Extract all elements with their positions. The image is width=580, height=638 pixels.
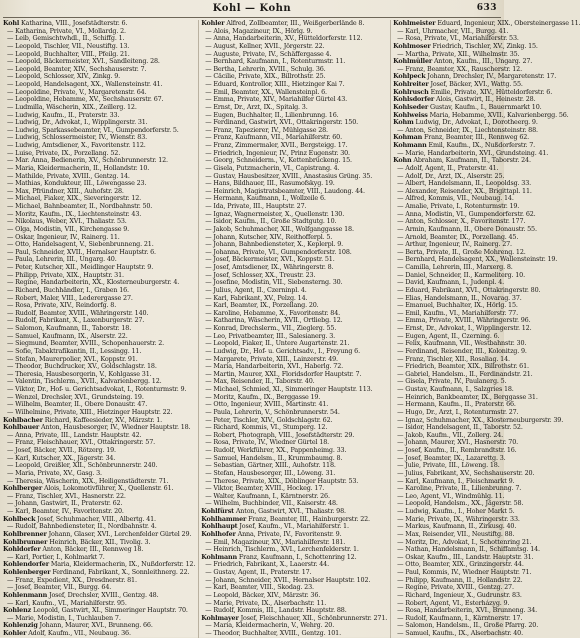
entry-details: — Michael, Schmied, XI., Simmeringer Hauptstr. 113. [205,385,373,393]
entry-surname: Kohlweiss [393,110,428,119]
entry-details: — Ignaz, Wagnermeister, X., Quellenstr. 130. [205,209,345,218]
entry-details: — Leopold, Bäckermeister, XVI., Sandleiteng. 28. [7,57,160,66]
entry-details: — Maria, Kleidermacherin, II., Hollandstr. 10. [7,163,150,172]
entry-details: — Bertha, Lehrerin, XVIII., Schulg. 36. [205,64,326,73]
entry-details: — Martin, Maurer, XXI., Floridsdorfer Hauptstr. 7. [205,369,362,378]
entry-details: — Ludwig, Amtsdiener, X., Favoritenstr. 112. [7,141,146,149]
entry-details: Heinrich, Bäcker, XII., Tivolig. 3. [49,537,151,546]
entry-details: Josef, Kaufm., VI., Mariahilferstr. 1. [239,522,349,531]
entry-details: — Amalie, Private, I., Rotenturmstr. 19. [397,202,520,210]
entry-details: — Maria, Handarbeiterin, XVI., Haberlg. 72. [205,362,343,371]
entry-details: — Maria, Kleidermacherin, V., Wehrg. 20. [205,621,335,630]
entry-details: Franz, Kaufmann, I., Schottenring 12. [238,552,357,561]
entry-details: — Ferdinand, Gastwirt, XVI., Ottakringerstr. 150. [205,118,358,127]
entry-surname: Kohn [393,156,412,165]
entry-details: — Friedrich, Fabrikant, X., Laaerstr. 44. [205,560,329,569]
entry-details: — Friedrich, Ingenieur, IV., Prinz Eugenstr. 30. [205,148,350,157]
entry-details: — Rosa, Private, VI., Mariahilferstr. 53. [397,34,519,43]
entry-details: Johann, Glaser, XVI., Lerchenfelder Gürtel 29. [48,529,192,538]
entry-details: — Isidor, Handelsagent, II., Taborstr. 52. [397,423,523,432]
entry-details: Anton, Gastwirt, XVI., Thaliastr. 98. [235,507,346,515]
entry-details: — Philipp, Private, XIX., Hauptstr. 31. [7,270,124,279]
entry-details: — Ida, Private, III., Hauptstr. 27. [205,202,307,210]
entry-details: — Marie, Handarbeiterin, XVI., Grundsteing. 41. [397,148,549,157]
entry-details: — Leopold, Tischler, VII., Neustiftg. 13. [7,41,130,50]
entry-details: — Sebastian, Gärtner, XIII., Auhofstr. 118. [205,461,336,470]
entry-details: Richard, Kaffeesieder, XV., Märzstr. 1. [44,415,163,424]
entry-details: — Moritz, Kaufm., IX., Berggasse 19. [205,392,321,401]
entry-surname: Kohlendorfer [3,560,49,569]
entry-surname: Kohlsdorfer [393,95,435,104]
entry-details: — Franz, Zimmermaler, XVII., Bergsteigg. 17. [205,141,348,149]
entry-details: — Arthur, Ingenieur, IV., Rainerg. 27. [397,240,512,249]
entry-details: — Emma, Private, XVIII., Währingerstr. 96. [397,316,531,325]
entry-details: — Gisela, Private, IV., Paulanerg. 5. [397,377,507,386]
entry-details: — Leopold, Handelsagent, XX., Wallensteinstr. 41. [7,80,163,88]
entry-details: — Johann, Schneider, XVII., Hernalser Hauptstr. 102. [205,575,371,584]
entry-details: — Eugen, Buchhalter, II., Lilienbrunng. 16. [205,110,339,119]
entry-details: — Bernhard, Handelsagent, XX., Wallensteinstr. 19. [397,255,558,264]
entry-details: — Richard, Kommis, VI., Stumperg. 12. [205,423,328,432]
entry-details: Franz, Beamter, III., Hainburgerstr. 22. [248,514,370,523]
entry-details: — Regine, Private, XVIII., Gentzg. 27. [397,583,514,592]
entry-details: — Wilhelm, Buchbinder, VII., Kaiserstr. 48. [205,499,338,508]
entry-surname: Kohlbeck [3,514,36,523]
entry-details: Ludwig, Dr., Advokat, I., Dorotheerg. 9. [415,118,538,127]
columns-container [3,19,580,637]
entry-details: — Arnold, Beamter, IX., Porzellang. 45. [397,232,519,241]
entry-details: — Richard, Ingenieur, X., Gudrunstr. 83. [397,590,522,599]
entry-details: — Julie, Private, III., Löweng. 18. [397,461,500,470]
entry-details: — Franz, Tischler, XII., Rosaliag. 14. [397,354,510,363]
entry-details: — Berta, Private, II., Große Mohreng. 12. [397,247,526,256]
entry-details: — Sofie, Tabaktrafikantin, II., Lessingg. 11. [7,346,142,355]
entry-surname: Kohlenz [3,606,32,615]
entry-details: — Karl, Uhrmacher, VII., Burgg. 41. [397,26,509,35]
entry-details: — Walter, Kaufmann, I., Kärntnerstr. 26. [205,491,330,500]
entry-details: — Ignaz, Schuhmacher, XX., Klosterneuburgerstr. 39. [397,415,564,424]
entry-details: — Max, Reisender, II., Taborstr. 40. [205,377,315,386]
entry-details: — Otto, Ingenieur, XVIII., Martinstr. 41. [205,400,329,409]
entry-details: — Hermann, Kaufm., II., Praterstr. 66. [397,400,516,409]
entry-surname: Kohlbrenner [3,529,47,538]
entry-details: — Mar. Anna, Bedienerin, XV., Schönbrunnerstr. 12. [7,156,168,165]
entry-details: — Adolf, Agent, II., Praterstr. 41. [397,163,499,172]
entry-details: — Rudolf, Beamter, XVIII., Währingerstr. 140. [7,308,149,317]
entry-details: — Karl, Beamter, IX., Porzellang. 20. [205,301,319,310]
entry-surname: Kohlfürst [201,507,234,515]
entry-details: — Ludwig, Sparkassebeamter, VI., Gumpendorferstr. 5. [7,125,179,134]
entry-details: — Camilla, Lehrerin, III., Marxerg. 8. [397,263,513,271]
entry-details: Adolf, Kaufm., VII., Neubaug. 36. [28,629,131,637]
entry-details: — Auguste, Private, IV., Schäffergasse 4. [205,49,332,58]
entry-details: — Ludmilla, Wäscherin, XIX., Zeillerg. 12. [7,102,137,111]
entry-details: — Peter, Kutscher, XII., Meidlinger Hauptstr. 9. [7,263,154,271]
entry-details: — Emma, Private, XIV., Mariahilfer Gürtel 43. [205,95,348,104]
entry-details: — Nathan, Handelsmann, II., Schiffamtsg. 14. [397,545,540,554]
entry-details: — Friedrich, Beamter, XIX., Billrothstr. 61. [397,362,529,371]
entry-details: Maria, Kleidermacherin, IX., Nußdorferstr. 12. [50,560,196,569]
entry-details: — Gustav, Agent, II., Praterstr. 17. [205,568,312,576]
entry-details: — Cäcilie, Private, XIX., Billrothstr. 25. [205,72,326,81]
entry-details: — Wilhelmine, Private, XIII., Hietzinger Hauptstr. 22. [7,407,173,416]
entry-details: — Stefan, Maurerpolier, XVI., Koppstr. 91. [7,354,138,363]
column-middle [198,20,387,638]
entry-details: — Armin, Kaufmann, II., Obere Donaustr. 55. [397,224,537,233]
entry-surname: Kohlbauer [3,423,40,432]
directory-entry [393,630,580,638]
entry-details: — Leopold, Fiaker, II., Untere Augartenstr. 21. [205,339,350,348]
entry-details: — Gabriel, Handelsm., II., Ferdinandstr. 21. [397,369,533,378]
entry-details: — Johann, Maurer, XVI., Hasnerstr. 70. [397,438,519,447]
entry-details: — Johann, Bahnbediensteter, X., Keplerpl. 9. [205,240,344,249]
entry-details: Maria, Hebamme, XVII., Kalvarienbergg. 56. [429,110,569,119]
entry-details: — Franz, Tapezierer, IV., Mühlgasse 28. [205,125,328,134]
entry-details: — Emil, Magazineur, XV., Mariahilferstr. 181. [205,537,346,546]
entry-details: — Leopold, Schlosser, XIV., Zinkg. 9. [7,72,120,81]
entry-details: Ferdinand, Fabrikant, X., Sonnleithnerg. 22. [52,568,190,576]
entry-details: — Theresia, Wäscherin, XIX., Heiligenstädterstr. 71. [7,476,169,485]
entry-details: — Karoline, Hebamme, X., Favoritenstr. 84. [205,308,341,317]
entry-details: Friedrich, Tischler, XV., Zinkg. 15. [432,41,538,50]
entry-details: Anna, Private, IV., Favoritenstr. 9. [237,529,342,538]
entry-details: — Marie, Private, IX., Währingerstr. 33. [397,514,520,523]
entry-details: — Valentin, Tischlerm., XVII., Kalvarienbergg. 12. [7,377,162,386]
column-right [390,20,580,638]
entry-details: — Karl, Fabrikant, XV., Pelzg. 14. [205,293,308,302]
entry-details: — Franz, Fleischhauer, XVI., Ottakringerstr. 57. [7,438,155,447]
entry-details: — August, Kellner, XVII., Jörgerstr. 22. [205,41,325,50]
entry-details: — Konrad, Drechslerm., VII., Zieglerg. 55. [205,324,337,332]
entry-details: — Rosa, Private, IV., Wiedner Gürtel 18. [205,438,330,447]
entry-details: — Salomon, Handelsm., II., Große Pfarrg. 20. [397,621,539,630]
entry-details: — Therese, Private, XIX., Döblinger Hauptstr. 53. [205,476,359,485]
entry-details: — Heinrich, Magistratsbeamter, VIII., Laudong. 44. [205,186,365,195]
entry-details: — Alfred, Kommis, VII., Neubaug. 14. [397,194,514,203]
entry-details: — Eduard, Kontrollor, XIII., Hietzinger Kai 7. [205,80,345,88]
entry-details: — Martha, Private, XII., Wilhelmstr. 35. [397,49,520,58]
entry-details: — Max, Reisender, VII., Neustiftg. 88. [397,529,515,538]
entry-details: — Johann, Gastwirt, II., Praterstr. 62. [7,499,123,508]
entry-details: — Leopold, Greißler, XII., Schönbrunnerstr. 240. [7,461,158,470]
entry-details: Alois, Lokomotivführer, X., Quellenstr. 61. [43,484,174,493]
entry-details: — Nikolaus, Weber, XVI., Thaliastr. 53. [7,217,127,226]
entry-details: — Karoline, Private, II., Lilienbrunng. 7. [397,484,522,493]
entry-details: — Anna, Private, III., Landstr. Hauptstr. 42. [7,430,142,439]
entry-details: — Ludwig, Schlossermeister, IV., Wienstr. 83. [7,133,148,142]
entry-details: — Josef, Schlosser, XX., Treustr. 23. [205,270,316,279]
entry-details: — Emanuel, Buchhalter, IX., Hörlg. 15. [397,301,518,310]
entry-details: — Adolf, Dr., Arzt, IX., Alserstr. 25. [397,171,505,180]
entry-details: — Marie, Modistin, I., Tuchlauben 7. [7,613,121,622]
entry-details: — Anton, Schlosser, X., Favoritenstr. 177. [397,217,526,226]
entry-details: — Leopold, Buchhalter, VIII., Pfeilg. 21. [7,49,130,58]
entry-details: — Eduard, Fabrikant, XVI., Ottakringerstr. 80. [397,285,541,294]
entry-details: — Emil, Kaufm., VI., Mariahilferstr. 77. [397,308,518,317]
entry-details: — Leib, Gemischtwhdl., II., Schiffg. 1. [7,34,125,43]
entry-details: — Ludwig, Kaufm., I., Hoher Markt 5. [397,507,515,515]
entry-details: — Karl, Kaufmann, I., Fleischmarkt 9. [397,476,515,485]
entry-details: — Karl, Beamter, IV., Favoritenstr. 20. [7,507,124,515]
entry-surname: Kohlseder [393,102,429,111]
entry-details: — Rudolf, Bahnbediensteter, II., Nordbahnstr. 4. [7,522,157,531]
entry-details: — Elias, Handelsmann, II., Novarag. 37. [397,293,522,302]
header-left-word: Kohl [212,3,242,14]
entry-details: — Rudolf, Kommis, III., Landstr. Hauptstr. 88. [205,606,347,615]
entry-details: — Ludwig, Dr., Advokat, I., Wipplingerstr. 31. [7,118,148,127]
entry-details: — Robert, Photograph, VIII., Josefstädterstr. 29. [205,430,355,439]
entry-details: Franz, Beamter, III., Rennweg 62. [424,133,530,142]
entry-details: — Heinrich, Tischlerm., XVI., Lerchenfelderstr. 1. [205,545,359,554]
entry-surname: Kohlenmann [3,590,48,599]
entry-details: — Marie, Private, IX., Alserbachstr. 11. [205,598,327,607]
entry-details: Josef, Bäcker, XVI., Wattg. 55. [430,80,523,88]
entry-details: — Rosa, Private, XIV., Reindorfg. 8. [7,301,117,310]
entry-details: — Viktor, Beamter, XVIII., Hockeg. 17. [205,484,325,493]
entry-surname: Kohlpeck [393,72,426,81]
entry-details: — Moritz, Dr., Advokat, I., Schottenring 21. [397,537,532,546]
entry-details: — Otto, Handelsagent, V., Siebenbrunneng. 21. [7,240,154,249]
entry-details: — Rudolf, Fabrikant, X., Laxenburgerstr. 27. [7,316,145,325]
entry-details: — Ernst, Dr., Advokat, I., Wipplingerstr. 12. [397,324,532,332]
entry-surname: Kohl [3,19,20,27]
entry-details: — Paula, Lehrerin, V., Schönbrunnerstr. 54. [205,407,340,416]
directory-entry [201,630,387,638]
entry-details: — Alois, Magazineur, IX., Hörlg. 9. [205,26,313,35]
entry-details: — Robert, Agent, VI., Esterházyg. 9. [397,598,510,607]
entry-details: Abraham, Kaufmann, II., Taborstr. 24. [413,156,531,165]
entry-details: — Leo, Privatbeamter, III., Salesianerg. 3. [205,331,336,340]
entry-details: — Johann, Kutscher, XIV., Reithofferpl. 5. [205,232,333,241]
entry-details: Anton, Hausbesorger, IV., Wiedner Hauptstr. 18. [40,423,191,432]
entry-details: — Hermann, Kaufmann, I., Wollzeile 6. [205,194,326,203]
entry-details: — Mathias, Kondukteur, III., Löwengasse 23. [7,179,147,188]
entry-surname: Kohlmeister [393,19,436,27]
entry-details: — Rudolf, Kaufmann, I., Kärntnerstr. 17. [397,613,523,622]
entry-surname: Kohler [201,19,225,27]
entry-details: — Paul, Schneider, XVII., Hernalser Hauptstr. 6. [7,247,156,256]
running-header [3,3,501,18]
entry-surname: Kohlenzig [3,621,38,630]
entry-details: — Viktor, Dr., Hof- u. Gerichtsadvokat, I., Rotenturmstr. 9. [7,385,187,393]
entry-details: — Robert, Maler, VIII., Lederergasse 27. [7,293,133,302]
entry-details: — Paul, Kommis, IV., Wiedner Hauptstr. 71. [397,568,532,576]
entry-details: — Anna, Modistin, VI., Gumpendorferstr. 62. [397,209,536,218]
entry-details: — Julius, Fabrikant, XV., Sechshauserstr. 20. [397,468,535,477]
entry-details: — Josef, Beamter, IX., Lazarettg. 3. [397,453,506,462]
entry-surname: Kohlhaupt [201,522,238,531]
entry-details: — Theodor, Buchhalter, XVIII., Gentzg. 101. [205,629,341,637]
entry-details: — Rosa, Handarbeiterin, XVI., Brunneng. 34. [397,606,538,615]
entry-details: — Gisela, Putzmacherin, VI., Capistrang. 4. [205,163,340,172]
entry-details: — Regine, Handarbeiterin, XX., Klosterneuburgerstr. 4. [7,278,180,287]
entry-details: — Leo, Agent, VI., Windmühlg. 11. [397,491,505,500]
entry-details: Gustav, Kaufm., I., Bauernmarkt 10. [429,102,542,111]
page-number: 633 [476,3,497,13]
entry-details: — Ludwig, Dr., Hof- u. Gerichtsadv., I., Freyung 6. [205,346,360,355]
entry-details: — Josef, Kaufm., II., Rembrandtstr. 16. [397,446,517,454]
entry-details: — Oskar, Ingenieur, IV., Rainerg. 11. [7,232,120,241]
entry-details: — Markus, Kaufmann, II., Zirkusg. 40. [397,522,517,531]
entry-details: — Franz, Expedient, XX., Dresdnerstr. 81. [7,575,137,584]
entry-surname: Kohlreiter [393,80,429,88]
entry-surname: Kohman [393,133,423,142]
entry-details: — Eugen, Agent, II., Czerning. 6. [397,331,500,340]
entry-details: — Ferdinand, Reisender, III., Kolonitzg. 9. [397,346,527,355]
entry-details: — Heinrich, Bankbeamter, IX., Berggasse 31. [397,392,538,401]
entry-details: — Isidor, Kaufm., II., Große Stadtgutg. 10. [205,217,337,226]
entry-surname: Kohler [3,629,27,637]
entry-details: — Josef, Bäcker, XVII., Rötzerg. 19. [7,446,116,454]
entry-surname: Kohlmann [201,552,237,561]
entry-details: — Hugo, Dr., Arzt, I., Rotenturmstr. 27. [397,407,519,416]
entry-details: — Leopold, Bäcker, XIV., Märzstr. 36. [205,590,321,599]
entry-surname: Kohlrusch [393,87,429,96]
entry-details: — Jakob, Kaufm., VII., Zollerg. 24. [397,430,504,439]
entry-details: Josef, Schuhmacher, VIII., Albertg. 41. [37,514,156,523]
entry-details: — Theresia, Hausbesorgerin, V., Kohlgasse 31. [7,369,152,378]
entry-details: — Josefine, Modistin, VII., Siebensterng. 30. [205,278,343,287]
entry-details: — Anton, Schneider, IX., Liechtensteinstr. 88. [397,125,538,134]
entry-details: — Hans, Bildhauer, III., Rasumofskyg. 19. [205,179,335,188]
entry-details: — Jakob, Schuhmacher, XII., Wolfganggasse 18. [205,224,354,233]
entry-surname: Kohlhofer [201,529,236,538]
entry-details: — Oskar, Kaufm., III., Landstr. Hauptstr. 31. [397,552,534,561]
entry-details: — Olga, Modistin, VII., Kirchengasse 9. [7,224,130,233]
entry-details: — Katharina, Private, VI., Mollardg. 2. [7,26,126,35]
entry-details: — Philipp, Kaufmann, II., Hollandstr. 22. [397,575,523,584]
entry-details: — Samuel, Kaufm., IX., Alserbachstr. 40. [397,629,523,637]
entry-details: Anton, Kaufm., III., Ungarg. 27. [433,57,533,66]
entry-details: — Franz, Tischler, XVI., Hasnerstr. 22. [7,491,126,500]
entry-details: — Felix, Kaufmann, VII., Westbahnstr. 30. [397,339,527,348]
entry-details: — Gustav, Kaufmann, I., Salzgries 18. [397,385,514,393]
entry-details: — Ernst, Dr., Arzt, IX., Spitalg. 3. [205,102,308,111]
entry-details: — Samuel, Kaufmann, IX., Alserstr. 22. [7,331,128,340]
entry-details: — Luise, Private, IX., Porzellang. 52. [7,148,121,157]
entry-surname: Kohlmayer [201,613,239,622]
entry-surname: Kohlmüller [393,57,433,66]
entry-details: — Michael, Fiaker, XIX., Sieveringerstr. 12. [7,194,142,203]
entry-surname: Kohlbacher [3,415,43,424]
entry-surname: Kohlhammer [201,514,247,523]
entry-details: Alois, Gastwirt, II., Heinestr. 28. [436,95,536,104]
entry-details: — Maria, Private, XV., Gasg. 3. [7,468,102,477]
entry-details: — Josef, Amtsdiener, IX., Währingerstr. 8. [205,263,334,271]
entry-details: — Leopoldine, Private, V., Margaretenstr. 64. [7,87,147,96]
entry-surname: Kohlberger [3,484,43,493]
entry-details: — Max, Pfründner, XIII., Auhofstr. 28. [7,186,124,195]
entry-details: Johann, Maurer, XVI., Brunneng. 66. [39,621,153,630]
entry-details: — Karl, Portier, I., Kohlmarkt 7. [7,552,105,561]
entry-details: Alfred, Zollbeamter, III., Weißgerberlände 8. [226,19,365,27]
entry-details: — Stefan, Hausbesorger, III., Löweng. 31. [205,468,336,477]
entry-details: — David, Kaufmann, I., Judenpl. 4. [397,278,504,287]
entry-details: — Otto, Beamter, XIX., Grinzingerstr. 44. [397,560,524,569]
entry-details: — Anna, Handarbeiterin, XV., Hütteldorferstr. 112. [205,34,363,43]
entry-details: — Samuel, Handelsm., II., Krummbaumg. 8. [205,453,343,462]
entry-details: Leopold, Gastwirt, XI., Simmeringer Hauptstr. 70. [32,606,188,615]
entry-details: — Moritz, Kaufm., IX., Liechtensteinstr. 43. [7,209,142,218]
entry-details: — Katharina, Wäscherin, XVII., Ortliebg. 12. [205,316,343,325]
entry-surname: Kohmann [393,141,427,149]
entry-surname: Kohldorfer [3,545,41,554]
entry-details: — Paula, Lehrerin, III., Ungarg. 40. [7,255,117,264]
entry-details: — Franz, Kaufmann, VII., Mariahilferstr. 60. [205,133,342,142]
entry-details: — Julius, Agent, II., Czerninpl. 4. [205,285,307,294]
entry-surname: Kohlbrunner [3,537,48,546]
entry-details: — Gustav, Hausbesitzer, XVIII., Anastasius Grüng. 35. [205,171,373,180]
entry-details: — Michael, Bahnbeamter, II., Nordbahnstr. 50. [7,202,153,210]
entry-details: — Albert, Handelsmann, II., Leopoldsg. 33. [397,179,532,188]
entry-details: Anton, Bäcker, III., Rennweg 18. [42,545,144,554]
entry-details: — Bernhard, Kaufmann, I., Rotenturmstr. 11. [205,57,346,66]
entry-details: — Karl, Kaufm., VI., Mariahilferstr. 95. [7,598,127,607]
entry-details: — Josef, Bäckermeister, XVI., Koppstr. 51. [205,255,335,264]
entry-details: — Salomon, Kaufmann, II., Taborstr. 18. [7,324,132,332]
entry-details: — Richard, Buchhändler, I., Graben 16. [7,285,129,294]
entry-surname: Kohlmoser [393,41,431,50]
entry-details: — Mathilde, Private, XVIII., Gentzg. 14. [7,171,130,180]
entry-details: — Leopold, Beamter, XIV., Sechshauserstr. 7. [7,64,147,73]
directory-entry [3,630,195,638]
entry-details: Katharina, VIII., Josefstädterstr. 6. [21,19,128,27]
entry-details: — Georg, Schneiderm., V., Kettenbrückeng. 15. [205,156,352,165]
column-left [3,20,195,638]
entry-details: — Josef, Beamter, VII., Burgg. 64. [7,583,112,592]
header-title: Kohl — Kohn [212,3,292,14]
entry-details: — Wenzel, Drechsler, XVI., Grundsteing. 19. [7,392,144,401]
entry-details: — Leopoldine, Hebamme, XV., Sechshauserstr. 67. [7,95,164,104]
header-right-word: Kohn [259,3,292,14]
entry-details: Emilie, Private, XIV., Hütteldorferstr. 6. [430,87,553,96]
entry-details: — Karl, Kutscher, XX., Jägerstr. 34. [7,453,116,462]
entry-details: — Margarete, Private, XIII., Lainzerstr. 49. [205,354,338,363]
entry-details: — Theodor, Buchdrucker, XV., Goldschlagstr. 18. [7,362,157,371]
entry-details: — Siegmund, Beamter, XVIII., Schopenhauerstr. 2. [7,339,165,348]
entry-details: — Daniel, Schneider, II., Karmeliterg. 10. [397,270,525,279]
entry-details: — Johanna, Private, VI., Gumpendorferstr. 108. [205,247,352,256]
entry-surname: Kohm [393,118,414,127]
entry-details: Johann, Drechsler, IV., Margaretenstr. 17. [427,72,557,81]
entry-details: — Alexander, Reisender, XX., Brigittapl. 11. [397,186,532,195]
entry-details: — Emil, Beamter, XX., Wallensteinpl. 6. [205,87,327,96]
entry-details: — Rudolf, Werkführer, XX., Pappenheimg. 33. [205,446,347,454]
entry-details: — Wilhelm, Beamter, II., Obere Donaustr. 47. [7,400,148,409]
entry-details: — Peter, Tischler, XIV., Goldschlagstr. 62. [205,415,333,424]
entry-details: — Ludwig, Kaufm., II., Praterstr. 33. [7,110,120,119]
entry-details: — Franz, Beamter, XX., Rauscherstr. 12. [397,64,522,73]
entry-details: — Leopold, Handelsm., XX., Jägerstr. 58. [397,499,524,508]
entry-details: Eduard, Ingenieur, XIX., Obersteinergasse 11. [437,19,580,27]
entry-details: Emil, Kaufm., IX., Nußdorferstr. 7. [428,141,536,149]
entry-details: Josef, Drechsler, XVIII., Gentzg. 48. [49,590,159,599]
entry-surname: Kohlenberger [3,568,51,576]
entry-details: — Karl, Beamter, VIII., Skodag. 23. [205,583,314,592]
entry-details: Josef, Fleischhauer, XII., Schönbrunnerstr. 271. [240,613,388,622]
